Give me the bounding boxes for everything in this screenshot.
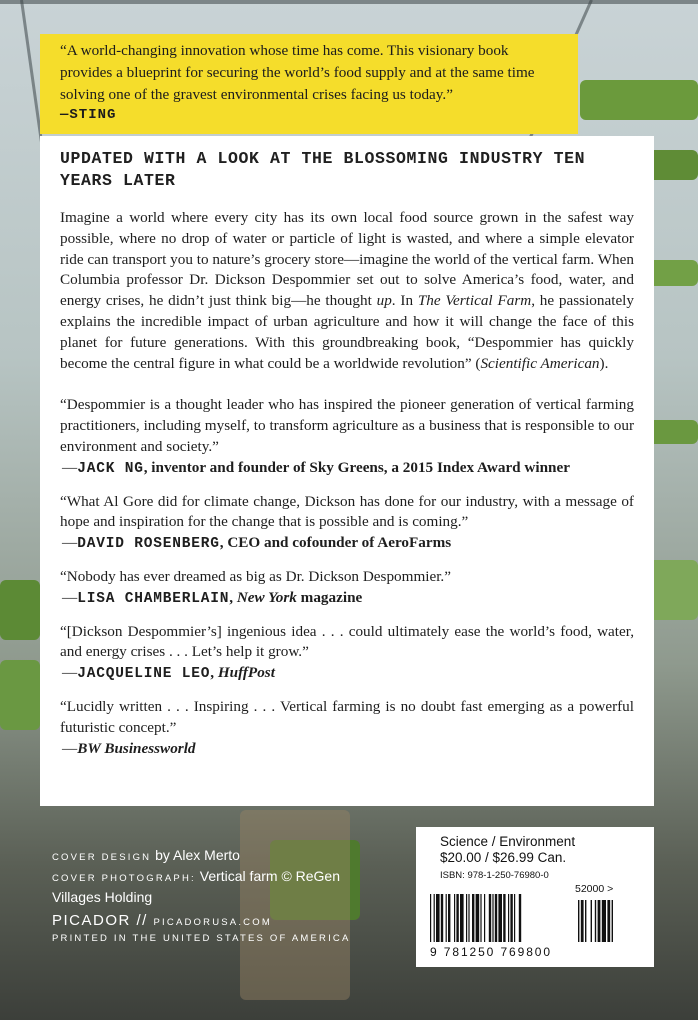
blurb-attribution: [60, 458, 634, 480]
price-supplement-code: 52000 >: [575, 883, 614, 895]
blurb-name: JACK NG: [77, 460, 144, 477]
blurb-quote: “[Dickson Despommier’s] ingenious idea . . . could ultimately ease the world’s food, water, and energy crises . . . Let’s help it grow.”: [60, 622, 634, 661]
blurb-separator: ,: [210, 664, 218, 682]
barcode-supplement-bar: [581, 900, 584, 942]
barcode-supplement-bar: [585, 900, 586, 942]
description-part-2: . In: [391, 292, 418, 310]
barcode-bar: [466, 894, 467, 942]
blurb-separator: ,: [229, 588, 237, 606]
blurb-jacqueline-leo: [60, 622, 634, 685]
barcode-bar: [510, 894, 512, 942]
publisher: [52, 912, 382, 929]
description-part-3: , he passionately explains the incredible impact of urban agriculture and how it will change the face of this planet for future generations. With this groundbreaking book, “Despommier has quickly become the central figure in what could be a worldwide revolution” (: [60, 292, 634, 372]
barcode-bar: [495, 894, 497, 942]
publisher-name: PICADOR //: [52, 912, 154, 929]
description-emphasis-up: up: [376, 292, 392, 310]
blurb-detail: , inventor and founder of Sky Greens, a 2015 Index Award winner: [143, 458, 570, 476]
barcode-bar: [454, 894, 455, 942]
barcode-bar: [492, 894, 493, 942]
barcode-panel: [416, 827, 654, 967]
barcode-supplement-bar: [607, 900, 610, 942]
barcode-bar: [476, 894, 480, 942]
sting-dash: —: [60, 107, 70, 123]
blurb-publication: HuffPost: [217, 664, 275, 682]
blurb-david-rosenberg: [60, 492, 634, 555]
blurb-attribution: [60, 663, 634, 685]
cover-design-label: COVER DESIGN: [52, 852, 152, 863]
barcode-bar: [468, 894, 469, 942]
barcode-bar: [434, 894, 435, 942]
book-title: The Vertical Farm: [417, 292, 532, 310]
barcode-bar: [441, 894, 443, 942]
blurb-attribution: [60, 588, 634, 610]
description-part-1: Imagine a world where every city has its own local food source grown in the safest way possible, where no drop of water or particle of light is wasted, and where a simple elevator ride can transport you to nature’s grocery store—imagine the world of the vertical farm. When Columbia professor Dr. Dickson Despommier set out to solve America’s food, water, and energy crises, he didn’t just think big—he thought: [60, 209, 634, 310]
blurb-name: LISA CHAMBERLAIN: [77, 590, 230, 607]
blurb-publication: New York: [236, 588, 297, 606]
cover-photo-credit: [52, 867, 382, 907]
blurb-dash: —: [62, 534, 78, 552]
barcode-bar: [460, 894, 464, 942]
sting-attribution: [60, 107, 558, 123]
barcode-bar: [503, 894, 505, 942]
barcode-supplement-bar: [612, 900, 613, 942]
blurb-detail: magazine: [296, 588, 363, 606]
book-description: [60, 208, 634, 374]
cover-credits: [52, 846, 382, 944]
sting-quote-box: [40, 34, 578, 134]
barcode-bar: [448, 894, 450, 942]
blurb-dash: —: [62, 664, 78, 682]
description-source: Scientific American: [480, 354, 600, 372]
blurb-attribution: [60, 739, 634, 760]
barcode-supplement-bar: [602, 900, 606, 942]
cover-photo-label: COVER PHOTOGRAPH:: [52, 873, 196, 884]
blurb-dash: —: [62, 588, 78, 606]
cover-design-name: by Alex Merto: [151, 847, 240, 863]
barcode-bar: [514, 894, 515, 942]
barcode-bar: [430, 894, 431, 942]
blurb-publication: BW Businessworld: [77, 739, 196, 757]
barcode-supplement-bar: [591, 900, 592, 942]
price: $20.00 / $26.99 Can.: [440, 850, 567, 865]
blurb-name: DAVID ROSENBERG: [77, 536, 220, 553]
barcode-bar: [456, 894, 458, 942]
barcode-bar: [484, 894, 485, 942]
blurb-bw-businessworld: [60, 697, 634, 759]
printed-in: PRINTED IN THE UNITED STATES OF AMERICA: [52, 933, 351, 944]
barcode-bar: [436, 894, 440, 942]
barcode-bar: [480, 894, 481, 942]
barcode-icon: [416, 894, 654, 944]
sting-name: STING: [69, 107, 117, 123]
blurb-detail: , CEO and cofounder of AeroFarms: [219, 534, 452, 552]
barcode-bar: [519, 894, 521, 942]
barcode-bar: [472, 894, 474, 942]
barcode-supplement-bar: [578, 900, 579, 942]
barcode-bar: [498, 894, 502, 942]
cover-design-credit: [52, 846, 382, 867]
blurb-quote: “Lucidly written . . . Inspiring . . . Vertical farming is no doubt fast emerging as a powerful futuristic concept.”: [60, 697, 634, 736]
headline: UPDATED WITH A LOOK AT THE BLOSSOMING INDUSTRY TEN YEARS LATER: [60, 149, 586, 190]
blurb-quote: “Despommier is a thought leader who has inspired the pioneer generation of vertical farming practitioners, including myself, to transform agriculture as a business that is responsible to our environment and society.”: [60, 396, 634, 455]
barcode-bar: [446, 894, 447, 942]
blurb-name: JACQUELINE LEO: [77, 666, 211, 683]
blurb-dash: —: [62, 458, 78, 476]
barcode-digits: 9 781250 769800: [430, 945, 552, 959]
blurb-quote: “What Al Gore did for climate change, Dickson has done for our industry, with a message of hope and inspiration for the change that is possible and is coming.”: [60, 492, 634, 531]
isbn: ISBN: 978-1-250-76980-0: [440, 870, 549, 881]
blurb-dash: —: [62, 739, 78, 757]
barcode-bar: [489, 894, 491, 942]
bisac-category: Science / Environment: [440, 834, 576, 849]
description-panel: [40, 136, 654, 806]
barcode-supplement-bar: [595, 900, 596, 942]
barcode-supplement-bar: [598, 900, 601, 942]
publisher-url: PICADORUSA.COM: [153, 917, 272, 928]
sting-quote: “A world-changing innovation whose time has come. This visionary book provides a blueprint for securing the world’s food supply and at the same time solving one of the gravest environmental crises facing us today.”: [60, 42, 535, 103]
barcode-bar: [508, 894, 509, 942]
blurb-lisa-chamberlain: [60, 567, 634, 610]
cover-photo-value: Vertical farm © ReGen Villages Holding: [52, 868, 341, 905]
blurb-attribution: [60, 533, 634, 555]
description-part-4: ).: [599, 354, 609, 372]
blurb-quote: “Nobody has ever dreamed as big as Dr. Dickson Despommier.”: [60, 567, 451, 585]
blurb-jack-ng: [60, 395, 634, 479]
